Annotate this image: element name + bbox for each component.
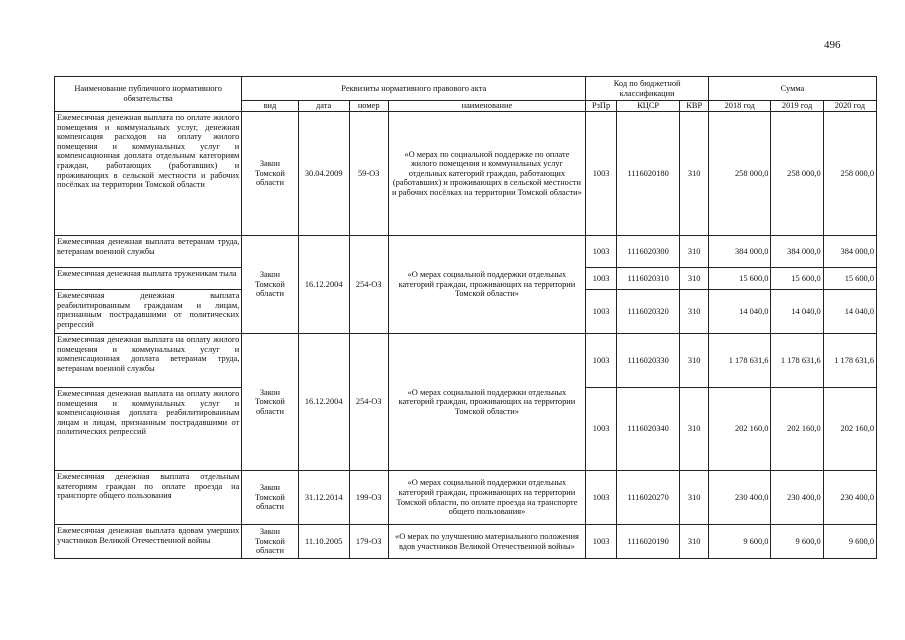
kcsr-code: 1116020300: [616, 236, 679, 268]
sum-2018: 14 040,0: [709, 290, 771, 334]
rzpr-code: 1003: [586, 388, 617, 471]
header-requisites: Реквизиты нормативного правового акта: [242, 77, 586, 101]
sum-2020: 15 600,0: [823, 268, 876, 290]
obligation-name: Ежемесячная денежная выплата по оплате жилого помещения и коммунальных услуг, денежная компенсация расходов на оплату жилого помещения и коммунальных услуг и компенсационная доплата отдельным категориям граждан, работающих (работавших) и проживающих в сельской местности и рабочих посёлках на территории Томской области: [55, 112, 242, 236]
sum-2018: 230 400,0: [709, 471, 771, 525]
sum-2020: 14 040,0: [823, 290, 876, 334]
act-date: 16.12.2004: [298, 236, 349, 334]
kvr-code: 310: [680, 290, 709, 334]
kcsr-code: 1116020340: [616, 388, 679, 471]
sum-2020: 258 000,0: [823, 112, 876, 236]
header-obligation: Наименование публичного нормативного обязательства: [55, 77, 242, 112]
act-type: Закон Томской области: [242, 236, 298, 334]
act-date: 31.12.2014: [298, 471, 349, 525]
obligation-name: Ежемесячная денежная выплата на оплату жилого помещения и коммунальных услуг и компенсационная доплата ветеранам труда, ветеранам военной службы: [55, 334, 242, 388]
kvr-code: 310: [680, 388, 709, 471]
header-rzpr: РзПр: [586, 101, 617, 112]
rzpr-code: 1003: [586, 112, 617, 236]
kvr-code: 310: [680, 471, 709, 525]
header-naim: наименование: [388, 101, 586, 112]
obligation-name: Ежемесячная денежная выплата труженикам тыла: [55, 268, 242, 290]
sum-2020: 384 000,0: [823, 236, 876, 268]
sum-2019: 202 160,0: [771, 388, 823, 471]
kcsr-code: 1116020180: [616, 112, 679, 236]
act-number: 254-ОЗ: [349, 334, 388, 471]
table-row: [55, 112, 877, 236]
sum-2018: 1 178 631,6: [709, 334, 771, 388]
table-row: [55, 236, 877, 268]
act-date: 11.10.2005: [298, 525, 349, 559]
header-2019: 2019 год: [771, 101, 823, 112]
page-number: 496: [824, 39, 841, 51]
sum-2019: 1 178 631,6: [771, 334, 823, 388]
kcsr-code: 1116020310: [616, 268, 679, 290]
header-kcsr: КЦСР: [616, 101, 679, 112]
act-title: «О мерах по социальной поддержке по оплате жилого помещения и коммунальных услуг отдельных категорий граждан, работающих (работавших) и проживающих в сельской местности и рабочих посёлках на территории Томской области»: [388, 112, 586, 236]
kvr-code: 310: [680, 112, 709, 236]
kcsr-code: 1116020270: [616, 471, 679, 525]
table-row: [55, 334, 877, 388]
rzpr-code: 1003: [586, 525, 617, 559]
rzpr-code: 1003: [586, 471, 617, 525]
kvr-code: 310: [680, 334, 709, 388]
obligations-table: [54, 76, 877, 559]
sum-2019: 9 600,0: [771, 525, 823, 559]
header-budget-code: Код по бюджетной классификации: [586, 77, 709, 101]
kcsr-code: 1116020330: [616, 334, 679, 388]
header-vid: вид: [242, 101, 298, 112]
header-sum: Сумма: [709, 77, 877, 101]
rzpr-code: 1003: [586, 268, 617, 290]
header-data: дата: [298, 101, 349, 112]
act-title: «О мерах социальной поддержки отдельных категорий граждан, проживающих на территории Томской области»: [388, 236, 586, 334]
header-nomer: номер: [349, 101, 388, 112]
sum-2019: 258 000,0: [771, 112, 823, 236]
rzpr-code: 1003: [586, 236, 617, 268]
sum-2018: 15 600,0: [709, 268, 771, 290]
sum-2018: 9 600,0: [709, 525, 771, 559]
act-type: Закон Томской области: [242, 334, 298, 471]
act-date: 30.04.2009: [298, 112, 349, 236]
header-kvr: КВР: [680, 101, 709, 112]
sum-2019: 384 000,0: [771, 236, 823, 268]
act-title: «О мерах социальной поддержки отдельных категорий граждан, проживающих на территории Томской области»: [388, 334, 586, 471]
rzpr-code: 1003: [586, 290, 617, 334]
obligation-name: Ежемесячная денежная выплата реабилитированным гражданам и лицам, признанным пострадавшими от политических репрессий: [55, 290, 242, 334]
act-number: 179-ОЗ: [349, 525, 388, 559]
rzpr-code: 1003: [586, 334, 617, 388]
act-type: Закон Томской области: [242, 112, 298, 236]
sum-2020: 9 600,0: [823, 525, 876, 559]
sum-2019: 230 400,0: [771, 471, 823, 525]
kcsr-code: 1116020320: [616, 290, 679, 334]
sum-2020: 1 178 631,6: [823, 334, 876, 388]
act-date: 16.12.2004: [298, 334, 349, 471]
kvr-code: 310: [680, 268, 709, 290]
act-number: 199-ОЗ: [349, 471, 388, 525]
table-row: [55, 471, 877, 525]
act-number: 254-ОЗ: [349, 236, 388, 334]
sum-2018: 258 000,0: [709, 112, 771, 236]
header-2018: 2018 год: [709, 101, 771, 112]
act-number: 59-ОЗ: [349, 112, 388, 236]
act-type: Закон Томской области: [242, 471, 298, 525]
sum-2018: 202 160,0: [709, 388, 771, 471]
obligation-name: Ежемесячная денежная выплата на оплату жилого помещения и коммунальных услуг и компенсационная доплата реабилитированным лицам и лицам, признанным пострадавшими от политических репрессий: [55, 388, 242, 471]
kvr-code: 310: [680, 236, 709, 268]
act-title: «О мерах социальной поддержки отдельных категорий граждан, проживающих на территории Томской области, по оплате проезда на транспорте общего пользования»: [388, 471, 586, 525]
sum-2020: 202 160,0: [823, 388, 876, 471]
obligation-name: Ежемесячная денежная выплата отдельным категориям граждан по оплате проезда на транспорте общего пользования: [55, 471, 242, 525]
act-title: «О мерах по улучшению материального положения вдов участников Великой Отечественной войны»: [388, 525, 586, 559]
kvr-code: 310: [680, 525, 709, 559]
kcsr-code: 1116020190: [616, 525, 679, 559]
sum-2019: 14 040,0: [771, 290, 823, 334]
obligation-name: Ежемесячная денежная выплата ветеранам труда, ветеранам военной службы: [55, 236, 242, 268]
table-row: [55, 525, 877, 559]
sum-2018: 384 000,0: [709, 236, 771, 268]
header-2020: 2020 год: [823, 101, 876, 112]
obligation-name: Ежемесячная денежная выплата вдовам умерших участников Великой Отечественной войны: [55, 525, 242, 559]
sum-2020: 230 400,0: [823, 471, 876, 525]
act-type: Закон Томской области: [242, 525, 298, 559]
sum-2019: 15 600,0: [771, 268, 823, 290]
